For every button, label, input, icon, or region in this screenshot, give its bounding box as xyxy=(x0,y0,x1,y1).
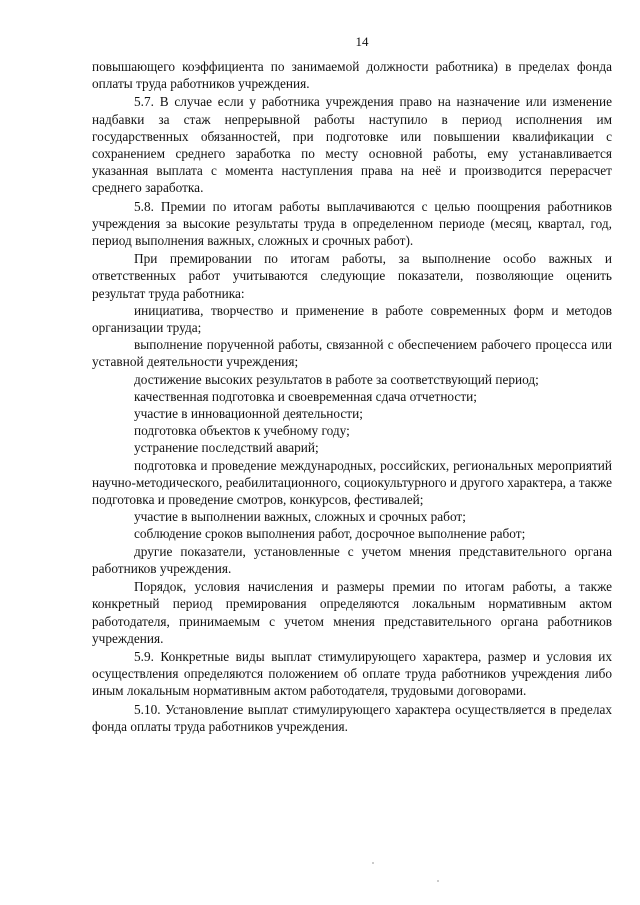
criteria-item: подготовка и проведение международных, российских, региональных мероприятий научно-методического, реабилитационного, социокультурного и другого характера, а также подготовка и проведение смотров, конкурсов, фестивалей; xyxy=(92,457,612,508)
paragraph-continuation: повышающего коэффициента по занимаемой должности работника) в пределах фонда оплаты труда работников учреждения. xyxy=(92,59,612,92)
paragraph-5-7: 5.7. В случае если у работника учреждения право на назначение или изменение надбавки за стаж непрерывной работы наступило в период исполнения им государственных обязанностей, при подготовке или повышении квалификации с сохранением среднего заработка по месту основной работы, ему устанавливается указанная выплата с момента наступления права на неё и производится перерасчет среднего заработка. xyxy=(92,94,612,196)
paragraph-bonus-criteria-intro: При премировании по итогам работы, за выполнение особо важных и ответственных работ учитываются следующие показатели, позволяющие оценить результат труда работника: xyxy=(92,251,612,301)
scan-speck xyxy=(437,880,439,882)
criteria-item: соблюдение сроков выполнения работ, досрочное выполнение работ; xyxy=(134,526,526,542)
paragraph-5-8: 5.8. Премии по итогам работы выплачиваются с целью поощрения работников учреждения за высокие результаты труда в определенном периоде (месяц, квартал, год, период выполнения важных, сложных и срочных работ). xyxy=(92,198,612,249)
paragraph-5-10: 5.10. Установление выплат стимулирующего характера осуществляется в пределах фонда оплаты труда работников учреждения. xyxy=(92,701,612,734)
page-number: 14 xyxy=(355,34,369,49)
criteria-item: устранение последствий аварий; xyxy=(134,440,319,456)
criteria-item: инициатива, творчество и применение в работе современных форм и методов организации труда; xyxy=(92,302,612,336)
scan-speck xyxy=(372,862,374,864)
criteria-item: выполнение порученной работы, связанной с обеспечением рабочего процесса или уставной деятельности учреждения; xyxy=(92,337,612,370)
criteria-item: подготовка объектов к учебному году; xyxy=(134,423,350,439)
criteria-item: достижение высоких результатов в работе за соответствующий период; xyxy=(134,371,539,387)
criteria-item: участие в инновационной деятельности; xyxy=(134,406,363,422)
criteria-item: качественная подготовка и своевременная сдача отчетности; xyxy=(134,388,477,404)
paragraph-bonus-procedure: Порядок, условия начисления и размеры премии по итогам работы, а также конкретный период премирования определяются локальным нормативным актом работодателя, принимаемым с учетом мнения представительного органа работников учреждения. xyxy=(92,579,612,646)
criteria-item: другие показатели, установленные с учетом мнения представительного органа работников учреждения. xyxy=(92,543,612,576)
paragraph-5-9: 5.9. Конкретные виды выплат стимулирующего характера, размер и условия их осуществления определяются положением об оплате труда работников учреждения либо иным локальным нормативным актом работодателя, трудовыми договорами. xyxy=(92,648,612,699)
criteria-item: участие в выполнении важных, сложных и срочных работ; xyxy=(134,509,466,525)
